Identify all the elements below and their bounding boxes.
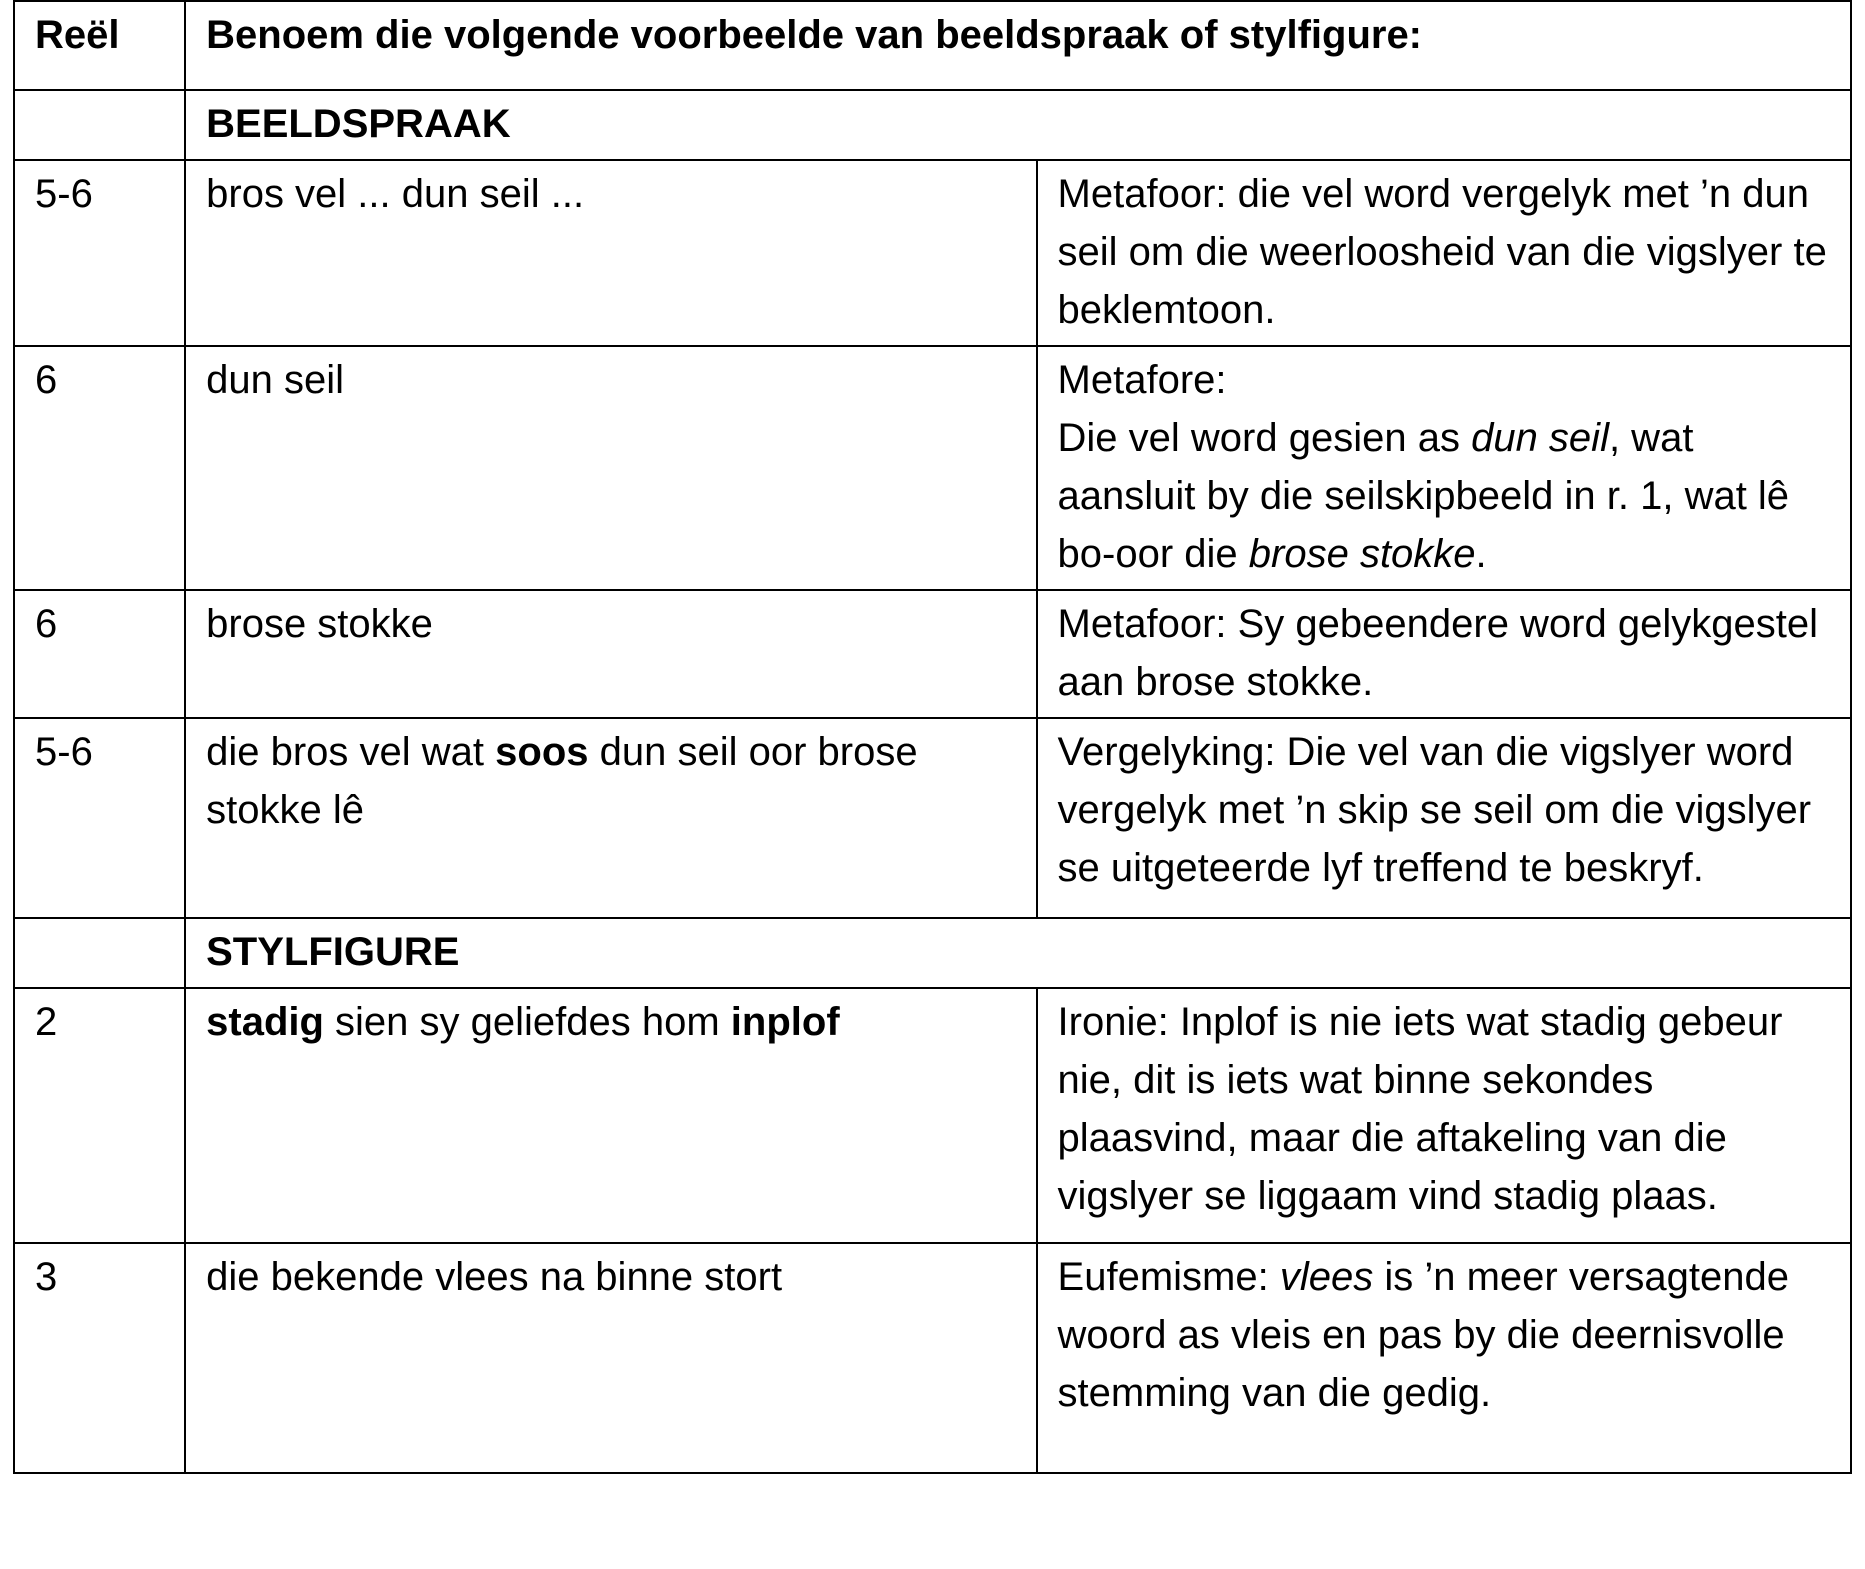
explanation-emphasis: dun seil — [1471, 416, 1609, 460]
header-instruction: Benoem die volgende voorbeelde van beeldspraak of stylfigure: — [185, 1, 1851, 90]
table-row — [14, 160, 1851, 346]
explanation-text: Die vel word gesien as — [1057, 416, 1472, 460]
example-bold-word: stadig — [206, 1000, 324, 1044]
explanation-cell: Vergelyking: Die vel van die vigslyer word vergelyk met ’n skip se seil om die vigslyer se uitgeteerde lyf treffend te beskryf. — [1037, 718, 1851, 918]
explanation-cell — [1037, 1243, 1851, 1473]
explanation-text: is ’n meer versagtende woord as vleis en pas by die deernisvolle stemming van die gedig. — [1057, 1255, 1789, 1415]
section-empty-cell — [14, 918, 185, 988]
explanation-text: , wat aansluit by die seilskipbeeld in r. 1, wat lê bo-oor die — [1057, 416, 1790, 576]
reel-cell: 6 — [14, 590, 185, 718]
explanation-label: Metafore: — [1057, 358, 1227, 402]
reel-cell: 5-6 — [14, 160, 185, 346]
section-title-beeldspraak: BEELDSPRAAK — [185, 90, 1851, 160]
table-row — [14, 988, 1851, 1243]
explanation-text: Eufemisme: — [1057, 1255, 1280, 1299]
explanation-text: . — [1475, 532, 1487, 576]
section-title-stylfigure: STYLFIGURE — [185, 918, 1851, 988]
reel-cell: 6 — [14, 346, 185, 590]
section-row-beeldspraak — [14, 90, 1851, 160]
table-row — [14, 346, 1851, 590]
section-empty-cell — [14, 90, 185, 160]
explanation-emphasis: vlees — [1279, 1255, 1374, 1299]
header-row — [14, 1, 1851, 90]
example-cell: brose stokke — [185, 590, 1036, 718]
section-row-stylfigure — [14, 918, 1851, 988]
explanation-cell: Metafoor: die vel word vergelyk met ’n dun seil om die weerloosheid van die vigslyer te beklemtoon. — [1037, 160, 1851, 346]
example-text: sien sy geliefdes hom — [323, 1000, 731, 1044]
explanation-cell: Ironie: Inplof is nie iets wat stadig gebeur nie, dit is iets wat binne sekondes plaasvind, maar die aftakeling van die vigslyer se liggaam vind stadig plaas. — [1037, 988, 1851, 1243]
example-cell — [185, 718, 1036, 918]
reel-cell: 2 — [14, 988, 185, 1243]
example-text: dun seil oor brose stokke lê — [206, 730, 918, 832]
reel-cell: 3 — [14, 1243, 185, 1473]
figures-table — [13, 0, 1852, 1474]
example-text: die bros vel wat — [206, 730, 496, 774]
reel-cell: 5-6 — [14, 718, 185, 918]
example-cell: die bekende vlees na binne stort — [185, 1243, 1036, 1473]
header-reel: Reël — [14, 1, 185, 90]
example-cell: dun seil — [185, 346, 1036, 590]
explanation-cell: Metafoor: Sy gebeendere word gelykgestel aan brose stokke. — [1037, 590, 1851, 718]
explanation-emphasis: brose stokke — [1248, 532, 1476, 576]
table-row — [14, 718, 1851, 918]
table-row — [14, 1243, 1851, 1473]
example-bold-word: inplof — [730, 1000, 840, 1044]
explanation-cell — [1037, 346, 1851, 590]
example-cell — [185, 988, 1036, 1243]
example-bold-word: soos — [495, 730, 589, 774]
table-row — [14, 590, 1851, 718]
example-cell: bros vel ... dun seil ... — [185, 160, 1036, 346]
